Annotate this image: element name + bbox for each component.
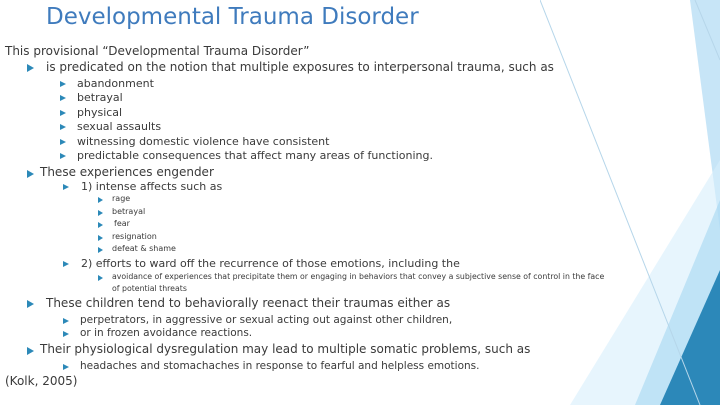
exposure-item: physical: [77, 106, 123, 119]
exposure-item: witnessing domestic violence have consistent: [77, 135, 330, 148]
predicated-text: is predicated on the notion that multiple exposures to interpersonal trauma, such as: [46, 60, 554, 74]
affect-item: resignation: [112, 232, 157, 241]
intro-text: This provisional “Developmental Trauma Disorder”: [5, 44, 310, 58]
affect-item: rage: [112, 194, 131, 203]
affect-item: betrayal: [112, 207, 146, 216]
reenact-text: These children tend to behaviorally reenact their traumas either as: [46, 296, 451, 310]
citation: (Kolk, 2005): [5, 374, 78, 388]
decorative-shapes: [540, 0, 720, 405]
reenact-item: perpetrators, in aggressive or sexual acting out against other children,: [80, 314, 453, 326]
affect-item: fear: [114, 219, 130, 228]
avoidance-text: avoidance of experiences that precipitate them or engaging in behaviors that convey a subjective sense of control in the face: [112, 272, 605, 281]
somatic-text: headaches and stomachaches in response to fearful and helpless emotions.: [80, 360, 480, 372]
affects-text: 1) intense affects such as: [81, 180, 223, 193]
exposure-item: predictable consequences that affect many areas of functioning.: [77, 149, 433, 162]
efforts-text: 2) efforts to ward off the recurrence of those emotions, including the: [81, 257, 460, 270]
reenact-item: or in frozen avoidance reactions.: [80, 327, 253, 339]
engender-text: These experiences engender: [40, 165, 214, 179]
exposure-item: sexual assaults: [77, 120, 162, 133]
affect-item: defeat & shame: [112, 244, 176, 253]
slide-title: Developmental Trauma Disorder: [46, 4, 419, 30]
exposure-item: betrayal: [77, 91, 123, 104]
physiological-text: Their physiological dysregulation may lead to multiple somatic problems, such as: [40, 342, 531, 356]
avoidance-text-continued: of potential threats: [112, 284, 187, 293]
exposure-item: abandonment: [77, 77, 154, 90]
